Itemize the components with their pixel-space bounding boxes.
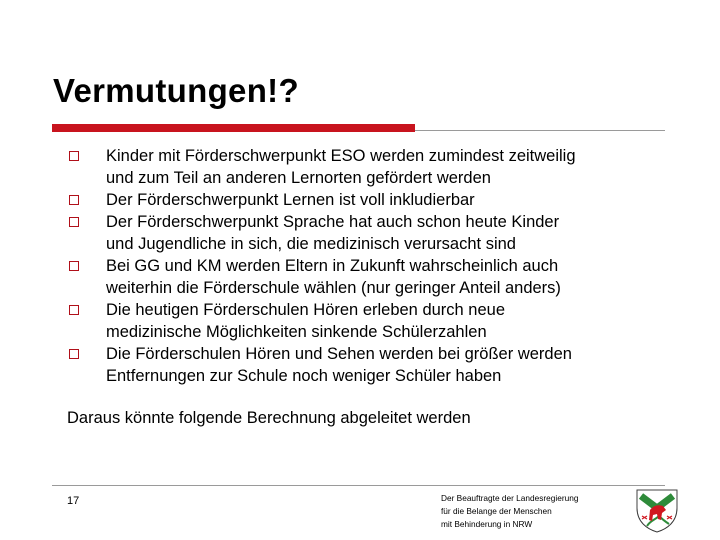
nrw-crest-icon	[633, 486, 681, 534]
title-accent-bar	[52, 124, 415, 132]
bullet-text: Die heutigen Förderschulen Hören erleben durch neue medizinische Möglichkeiten sinkende Schülerzahlen	[106, 301, 506, 341]
hollow-square-icon	[69, 349, 79, 359]
bullet-text: Kinder mit Förderschwerpunkt ESO werden zumindest zeitweilig und zum Teil an anderen Lernorten gefördert werden	[106, 147, 576, 187]
list-item	[69, 189, 709, 211]
bullet-text: Die Förderschulen Hören und Sehen werden bei größer werden Entfernungen zur Schule noch weniger Schüler haben	[106, 345, 572, 385]
list-item	[69, 299, 709, 343]
list-item	[69, 145, 709, 189]
footer-organization: Der Beauftragte der Landesregierung für die Belange der Menschen mit Behinderung in NRW	[441, 493, 579, 529]
title-divider-line	[415, 130, 665, 131]
bullet-list	[69, 145, 709, 387]
list-item	[69, 255, 709, 299]
list-item	[69, 211, 709, 255]
hollow-square-icon	[69, 151, 79, 161]
hollow-square-icon	[69, 261, 79, 271]
bullet-text: Bei GG und KM werden Eltern in Zukunft wahrscheinlich auch weiterhin die Förderschule wählen (nur geringer Anteil anders)	[106, 257, 561, 297]
hollow-square-icon	[69, 195, 79, 205]
page-number: 17	[67, 495, 80, 507]
hollow-square-icon	[69, 217, 79, 227]
slide-title: Vermutungen!?	[53, 72, 299, 109]
hollow-square-icon	[69, 305, 79, 315]
footer-divider-line	[52, 485, 665, 486]
conclusion-text: Daraus könnte folgende Berechnung abgeleitet werden	[67, 409, 471, 427]
bullet-text: Der Förderschwerpunkt Sprache hat auch schon heute Kinder und Jugendliche in sich, die medizinisch verursacht sind	[106, 213, 560, 253]
bullet-text: Der Förderschwerpunkt Lernen ist voll inkludierbar	[106, 191, 475, 209]
list-item	[69, 343, 709, 387]
